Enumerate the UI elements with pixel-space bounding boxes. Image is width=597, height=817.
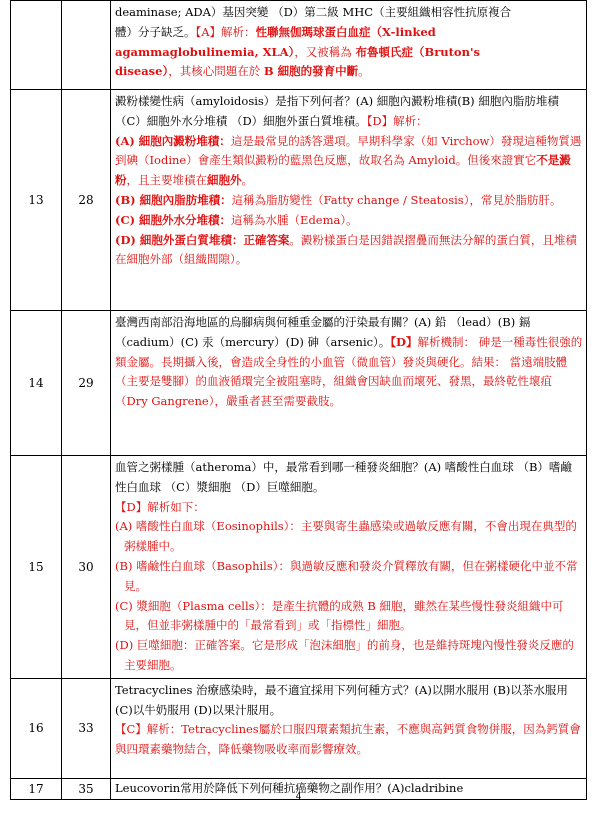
row-number-cell: 17 <box>11 778 62 799</box>
question-number-cell: 30 <box>62 456 111 679</box>
table-row <box>11 311 587 456</box>
text: 。 <box>358 64 370 79</box>
question-content <box>111 678 587 778</box>
table-row <box>11 1 587 90</box>
question-content <box>111 90 587 311</box>
bold-text: disease） <box>115 64 169 79</box>
question-number-cell: 33 <box>62 678 111 778</box>
option-explanation: 這稱為水腫（Edema）。 <box>231 212 358 227</box>
table-row <box>11 90 587 311</box>
bold-text: 性聯無伽瑪球蛋白血症（X-linked <box>255 24 436 39</box>
page-number: 4 <box>295 792 302 802</box>
option-explanation: (C) 漿細胞（Plasma cells）：是產生抗體的成熟 B 細胞，雖然在某些慢性發炎組織中可見，但並非粥樣腫中的「最常看到」或「指標性」細胞。 <box>115 598 564 633</box>
question-number-cell: 29 <box>62 311 111 456</box>
option-heading: (D) 細胞外蛋白質堆積： <box>115 232 244 247</box>
text-line: deaminase; ADA）基因突變 （D）第二級 MHC（主要組織相容性抗原複合 <box>115 5 512 19</box>
option-explanation: 這稱為脂肪變性（Fatty change / Steatosis），常見於脂肪肝。 <box>231 192 562 207</box>
bold-text: 不是澱粉 <box>115 153 571 188</box>
answer-label: 【D】解析如下： <box>115 499 205 514</box>
option-heading: (B) 細胞內脂肪堆積： <box>115 192 232 207</box>
question-content <box>111 311 587 456</box>
row-number-cell: 13 <box>11 90 62 311</box>
text: ，其核心問題在於 <box>168 64 264 79</box>
question-stem: Tetracyclines 治療感染時，最不適宜採用下列何種方式？(A)以開水服用 (B)以茶水服用 (C)以牛奶服用 (D)以果汁服用。 <box>115 682 568 717</box>
question-content <box>111 1 587 90</box>
question-stem: 臺灣西南部沿海地區的烏腳病與何種重金屬的汙染最有關？(A) 鉛 （lead）(B) 鎘（cadium）(C) 汞（mercury）(D) 砷（arsenic）。 <box>115 315 531 349</box>
text: ，且主要堆積在 <box>126 173 207 188</box>
option-explanation: (A) 嗜酸性白血球（Eosinophils）：主要與寄生蟲感染或過敏反應有關，不會出現在典型的粥樣腫中。 <box>115 519 577 554</box>
table-row <box>11 678 587 778</box>
option-heading: (A) 細胞內澱粉堆積： <box>115 133 231 148</box>
question-number-cell: 35 <box>62 778 111 799</box>
text: 。 <box>241 173 253 188</box>
row-number-cell: 15 <box>11 456 62 679</box>
question-stem: 血管之粥樣腫（atheroma）中，最常看到哪一種發炎細胞？(A) 嗜酸性白血球 （B）嗜鹼性白血球 （C）漿細胞 （D）巨噬細胞。 <box>115 460 572 494</box>
bold-text: B 細胞的發育中斷 <box>263 64 359 79</box>
question-stem: 澱粉樣變性病（amyloidosis）是指下列何者？(A) 細胞內澱粉堆積(B) 細胞內脂肪堆積 （C）細胞外水分堆積 （D）細胞外蛋白質堆積。 <box>115 94 559 128</box>
option-explanation: 。澱粉樣蛋白是因錯誤摺疊而無法分解的蛋白質，且堆積在細胞外部（組織間隙）。 <box>115 232 577 267</box>
question-stem: Leucovorin常用於降低下列何種抗癌藥物之副作用？(A)cladribine <box>115 780 464 795</box>
bold-text: 細胞外 <box>207 173 242 188</box>
bold-text: 布魯頓氏症（Bruton's <box>355 44 480 59</box>
option-heading: (C) 細胞外水分堆積： <box>115 212 232 227</box>
row-number-cell: 16 <box>11 678 62 778</box>
table-row <box>11 456 587 679</box>
row-number-cell: 14 <box>11 311 62 456</box>
option-explanation: (D) 巨噬細胞：正確答案。它是形成「泡沫細胞」的前身，也是維持斑塊內慢性發炎反應的主要細胞。 <box>115 638 574 672</box>
question-content <box>111 456 587 679</box>
bold-text: 正確答案 <box>243 232 290 247</box>
bold-text: agammaglobulinemia, XLA） <box>115 44 295 59</box>
text: ，又被稱為 <box>294 44 356 59</box>
question-number-cell <box>62 1 111 90</box>
answer-label: 【A】解析： <box>195 24 256 39</box>
answer-label: 【D】解析： <box>366 113 428 128</box>
answer-label: 【D】 <box>390 334 418 349</box>
question-table <box>10 0 587 800</box>
explanation: 【C】解析：Tetracyclines屬於口服四環素類抗生素，不應與高鈣質食物併服，因為鈣質會與四環素藥物結合，降低藥物吸收率而影響療效。 <box>115 722 581 757</box>
option-explanation: (B) 嗜鹼性白血球（Basophils）：與過敏反應和發炎介質釋放有關，但在粥樣硬化中並不常見。 <box>115 558 578 593</box>
question-number-cell: 28 <box>62 90 111 311</box>
explanation: 解析機制： 砷是一種毒性很強的類金屬。長期攝入後，會造成全身性的小血管（微血管）發炎與硬化。結果： 當遠端肢體（主要是雙腳）的血液循環完全被阻塞時，組織會因缺血而壞死、發黑，最終乾性壞疽（Dry Gangrene），嚴重者甚至需要截肢。 <box>115 334 583 409</box>
option-explanation: 這是最常見的誘答選項。早期科學家（如 Virchow）發現這種物質遇到碘（Iodine）會產生類似澱粉的藍黑色反應，故取名為 Amyloid。但後來證實它 <box>115 133 582 168</box>
text: 體）分子缺乏。 <box>115 24 196 39</box>
row-number-cell <box>11 1 62 90</box>
